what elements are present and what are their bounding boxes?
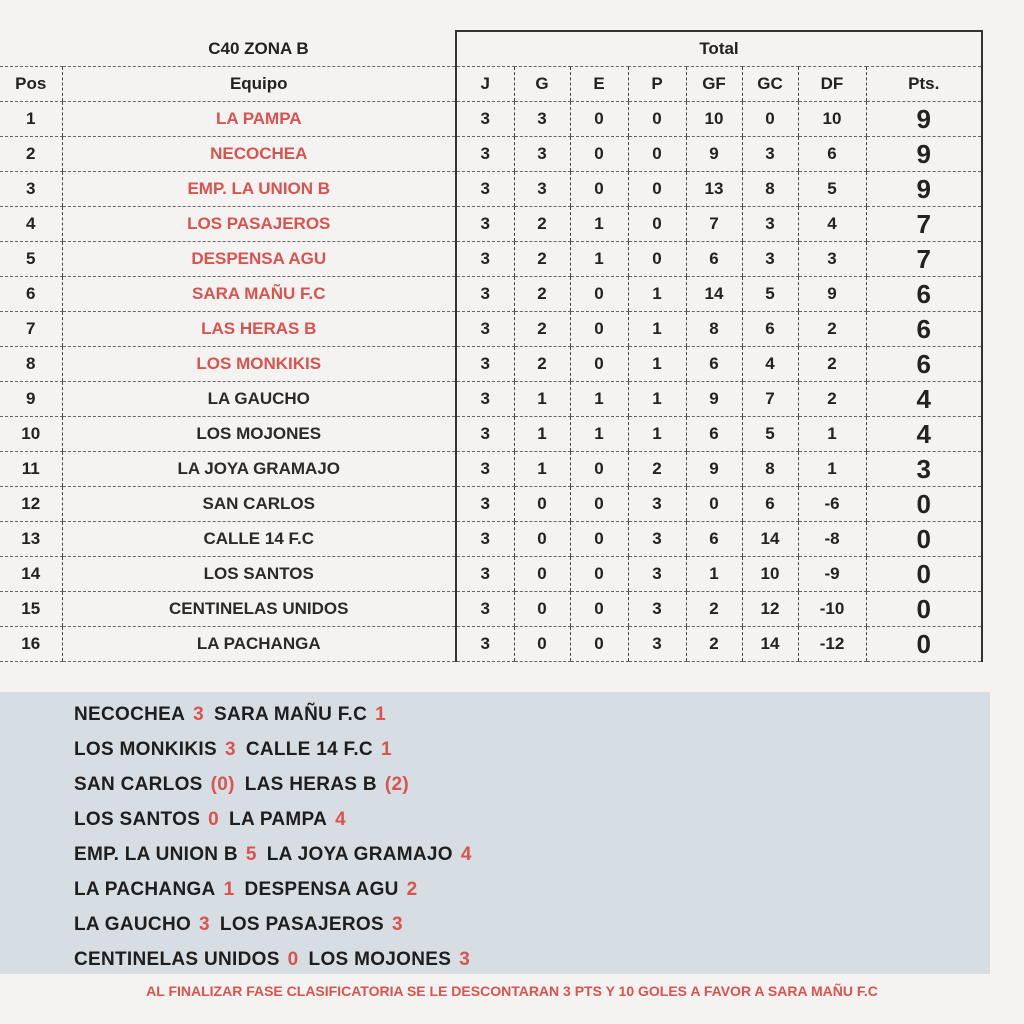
cell-e: 0 <box>570 347 628 382</box>
cell-team: LOS SANTOS <box>62 557 456 592</box>
cell-gf: 0 <box>686 487 742 522</box>
cell-df: 10 <box>798 102 866 137</box>
result-home-team: EMP. LA UNION B <box>74 844 238 865</box>
col-gf: GF <box>686 67 742 102</box>
cell-p: 0 <box>628 137 686 172</box>
cell-pts: 9 <box>866 172 982 207</box>
cell-gf: 9 <box>686 382 742 417</box>
cell-df: 9 <box>798 277 866 312</box>
result-line <box>74 914 413 936</box>
table-row <box>0 487 982 522</box>
result-home-team: LOS SANTOS <box>74 809 201 830</box>
cell-gf: 2 <box>686 592 742 627</box>
cell-df: 2 <box>798 382 866 417</box>
cell-pts: 4 <box>866 417 982 452</box>
result-line <box>74 809 356 831</box>
cell-g: 3 <box>514 172 570 207</box>
cell-gf: 6 <box>686 417 742 452</box>
table-row <box>0 452 982 487</box>
result-line <box>74 949 480 971</box>
result-home-score: (0) <box>210 774 235 795</box>
cell-pos: 10 <box>0 417 62 452</box>
cell-e: 1 <box>570 207 628 242</box>
cell-g: 2 <box>514 347 570 382</box>
cell-pos: 8 <box>0 347 62 382</box>
cell-e: 0 <box>570 557 628 592</box>
cell-pos: 16 <box>0 627 62 662</box>
col-team: Equipo <box>62 67 456 102</box>
cell-gf: 1 <box>686 557 742 592</box>
cell-df: 2 <box>798 347 866 382</box>
table-row <box>0 417 982 452</box>
result-away-score: 3 <box>391 914 403 935</box>
cell-df: 6 <box>798 137 866 172</box>
cell-e: 0 <box>570 592 628 627</box>
table-row <box>0 172 982 207</box>
cell-team: LA JOYA GRAMAJO <box>62 452 456 487</box>
result-home-score: 3 <box>224 739 236 760</box>
result-away-score: 3 <box>459 949 471 970</box>
cell-pos: 5 <box>0 242 62 277</box>
cell-j: 3 <box>456 172 514 207</box>
cell-gc: 14 <box>742 627 798 662</box>
cell-pos: 13 <box>0 522 62 557</box>
cell-gf: 10 <box>686 102 742 137</box>
cell-gc: 0 <box>742 102 798 137</box>
cell-gc: 3 <box>742 137 798 172</box>
cell-g: 0 <box>514 487 570 522</box>
cell-j: 3 <box>456 312 514 347</box>
cell-df: -8 <box>798 522 866 557</box>
result-line <box>74 704 396 726</box>
cell-pts: 9 <box>866 102 982 137</box>
cell-pos: 1 <box>0 102 62 137</box>
cell-j: 3 <box>456 242 514 277</box>
cell-e: 1 <box>570 417 628 452</box>
result-away-team: DESPENSA AGU <box>244 879 399 900</box>
table-row <box>0 557 982 592</box>
cell-team: DESPENSA AGU <box>62 242 456 277</box>
result-home-score: 0 <box>208 809 220 830</box>
cell-j: 3 <box>456 592 514 627</box>
cell-pts: 6 <box>866 277 982 312</box>
col-df: DF <box>798 67 866 102</box>
cell-gf: 14 <box>686 277 742 312</box>
col-gc: GC <box>742 67 798 102</box>
standings-table <box>0 30 983 662</box>
cell-j: 3 <box>456 417 514 452</box>
cell-gf: 13 <box>686 172 742 207</box>
result-home-score: 1 <box>223 879 235 900</box>
cell-e: 0 <box>570 102 628 137</box>
cell-j: 3 <box>456 277 514 312</box>
cell-pts: 0 <box>866 487 982 522</box>
cell-e: 0 <box>570 487 628 522</box>
cell-gf: 8 <box>686 312 742 347</box>
result-home-score: 3 <box>199 914 210 935</box>
cell-gf: 7 <box>686 207 742 242</box>
group-header-total: Total <box>456 31 982 67</box>
cell-pts: 3 <box>866 452 982 487</box>
cell-gc: 10 <box>742 557 798 592</box>
table-row <box>0 382 982 417</box>
result-away-team: LA PAMPA <box>229 809 328 830</box>
cell-gc: 3 <box>742 242 798 277</box>
result-away-team: LOS MOJONES <box>308 949 452 970</box>
result-away-score: 1 <box>375 704 386 725</box>
result-home-team: LA PACHANGA <box>74 879 216 900</box>
result-line <box>74 774 419 796</box>
cell-e: 0 <box>570 312 628 347</box>
cell-pts: 6 <box>866 312 982 347</box>
cell-df: 1 <box>798 417 866 452</box>
table-row <box>0 312 982 347</box>
cell-j: 3 <box>456 207 514 242</box>
cell-g: 0 <box>514 592 570 627</box>
result-line <box>74 739 402 761</box>
table-row <box>0 522 982 557</box>
col-e: E <box>570 67 628 102</box>
cell-j: 3 <box>456 522 514 557</box>
result-home-team: NECOCHEA <box>74 704 186 725</box>
cell-j: 3 <box>456 382 514 417</box>
result-away-score: 2 <box>406 879 418 900</box>
result-line <box>74 844 482 866</box>
cell-p: 2 <box>628 452 686 487</box>
cell-j: 3 <box>456 557 514 592</box>
cell-g: 2 <box>514 277 570 312</box>
cell-p: 3 <box>628 592 686 627</box>
cell-g: 2 <box>514 207 570 242</box>
cell-df: 4 <box>798 207 866 242</box>
result-away-score: 4 <box>460 844 472 865</box>
cell-df: -10 <box>798 592 866 627</box>
cell-df: -9 <box>798 557 866 592</box>
cell-p: 1 <box>628 312 686 347</box>
cell-g: 2 <box>514 242 570 277</box>
col-pts: Pts. <box>866 67 982 102</box>
cell-g: 0 <box>514 627 570 662</box>
cell-gc: 14 <box>742 522 798 557</box>
cell-j: 3 <box>456 487 514 522</box>
cell-p: 3 <box>628 487 686 522</box>
cell-df: -6 <box>798 487 866 522</box>
cell-team: SARA MAÑU F.C <box>62 277 456 312</box>
cell-g: 1 <box>514 452 570 487</box>
result-away-team: CALLE 14 F.C <box>245 739 373 760</box>
table-row <box>0 102 982 137</box>
cell-gc: 6 <box>742 487 798 522</box>
cell-e: 1 <box>570 242 628 277</box>
result-home-team: LA GAUCHO <box>74 914 192 935</box>
cell-p: 0 <box>628 102 686 137</box>
cell-j: 3 <box>456 102 514 137</box>
table-row <box>0 277 982 312</box>
cell-pts: 7 <box>866 242 982 277</box>
cell-p: 3 <box>628 627 686 662</box>
cell-pts: 0 <box>866 557 982 592</box>
cell-j: 3 <box>456 627 514 662</box>
result-away-score: 1 <box>380 739 392 760</box>
col-j: J <box>456 67 514 102</box>
result-away-team: LAS HERAS B <box>244 774 377 795</box>
cell-p: 1 <box>628 382 686 417</box>
cell-j: 3 <box>456 137 514 172</box>
cell-gc: 7 <box>742 382 798 417</box>
cell-p: 1 <box>628 277 686 312</box>
table-row <box>0 627 982 662</box>
col-p: P <box>628 67 686 102</box>
table-row <box>0 137 982 172</box>
table-row <box>0 347 982 382</box>
cell-pos: 7 <box>0 312 62 347</box>
footnote: AL FINALIZAR FASE CLASIFICATORIA SE LE DESCONTARAN 3 PTS Y 10 GOLES A FAVOR A SARA MAÑU F.C <box>146 983 878 999</box>
cell-p: 0 <box>628 242 686 277</box>
cell-g: 1 <box>514 417 570 452</box>
cell-team: SAN CARLOS <box>62 487 456 522</box>
result-home-score: 5 <box>245 844 257 865</box>
col-g: G <box>514 67 570 102</box>
col-pos: Pos <box>0 67 62 102</box>
cell-gf: 6 <box>686 522 742 557</box>
cell-j: 3 <box>456 452 514 487</box>
cell-pts: 0 <box>866 592 982 627</box>
cell-g: 0 <box>514 522 570 557</box>
cell-pos: 3 <box>0 172 62 207</box>
result-home-team: CENTINELAS UNIDOS <box>74 949 280 970</box>
cell-team: NECOCHEA <box>62 137 456 172</box>
cell-pts: 0 <box>866 627 982 662</box>
result-away-team: LA JOYA GRAMAJO <box>266 844 453 865</box>
cell-pts: 9 <box>866 137 982 172</box>
cell-gf: 9 <box>686 137 742 172</box>
table-row <box>0 592 982 627</box>
cell-df: 2 <box>798 312 866 347</box>
cell-pts: 6 <box>866 347 982 382</box>
cell-gf: 6 <box>686 242 742 277</box>
cell-pts: 4 <box>866 382 982 417</box>
cell-gf: 9 <box>686 452 742 487</box>
result-away-score: (2) <box>384 774 409 795</box>
cell-team: LA PACHANGA <box>62 627 456 662</box>
cell-team: LAS HERAS B <box>62 312 456 347</box>
cell-p: 0 <box>628 172 686 207</box>
cell-gc: 12 <box>742 592 798 627</box>
cell-g: 0 <box>514 557 570 592</box>
cell-team: CALLE 14 F.C <box>62 522 456 557</box>
match-results-panel <box>0 692 990 974</box>
cell-gc: 6 <box>742 312 798 347</box>
cell-gc: 8 <box>742 172 798 207</box>
cell-p: 1 <box>628 347 686 382</box>
cell-team: LOS MOJONES <box>62 417 456 452</box>
cell-e: 0 <box>570 137 628 172</box>
table-title: C40 ZONA B <box>208 38 309 58</box>
cell-g: 3 <box>514 137 570 172</box>
cell-e: 0 <box>570 522 628 557</box>
cell-p: 3 <box>628 522 686 557</box>
cell-pts: 0 <box>866 522 982 557</box>
cell-p: 3 <box>628 557 686 592</box>
result-away-score: 4 <box>335 809 347 830</box>
cell-p: 0 <box>628 207 686 242</box>
blank-cell <box>0 31 62 67</box>
cell-j: 3 <box>456 347 514 382</box>
cell-pos: 4 <box>0 207 62 242</box>
result-away-team: LOS PASAJEROS <box>219 914 384 935</box>
cell-g: 3 <box>514 102 570 137</box>
cell-g: 2 <box>514 312 570 347</box>
cell-gf: 2 <box>686 627 742 662</box>
cell-g: 1 <box>514 382 570 417</box>
cell-gc: 5 <box>742 417 798 452</box>
cell-e: 1 <box>570 382 628 417</box>
cell-df: -12 <box>798 627 866 662</box>
cell-pos: 14 <box>0 557 62 592</box>
cell-df: 5 <box>798 172 866 207</box>
cell-e: 0 <box>570 452 628 487</box>
cell-team: LA GAUCHO <box>62 382 456 417</box>
cell-team: LA PAMPA <box>62 102 456 137</box>
cell-gf: 6 <box>686 347 742 382</box>
cell-e: 0 <box>570 277 628 312</box>
cell-gc: 5 <box>742 277 798 312</box>
result-home-score: 0 <box>287 949 299 970</box>
cell-gc: 3 <box>742 207 798 242</box>
cell-team: EMP. LA UNION B <box>62 172 456 207</box>
cell-gc: 8 <box>742 452 798 487</box>
cell-pos: 12 <box>0 487 62 522</box>
cell-df: 3 <box>798 242 866 277</box>
cell-team: CENTINELAS UNIDOS <box>62 592 456 627</box>
cell-pos: 9 <box>0 382 62 417</box>
cell-team: LOS PASAJEROS <box>62 207 456 242</box>
cell-pos: 15 <box>0 592 62 627</box>
cell-e: 0 <box>570 627 628 662</box>
cell-pos: 2 <box>0 137 62 172</box>
cell-pos: 6 <box>0 277 62 312</box>
cell-e: 0 <box>570 172 628 207</box>
result-home-score: 3 <box>193 704 205 725</box>
result-away-team: SARA MAÑU F.C <box>214 704 368 725</box>
table-row <box>0 242 982 277</box>
result-home-team: SAN CARLOS <box>74 774 203 795</box>
table-row <box>0 207 982 242</box>
cell-df: 1 <box>798 452 866 487</box>
cell-pos: 11 <box>0 452 62 487</box>
cell-p: 1 <box>628 417 686 452</box>
cell-gc: 4 <box>742 347 798 382</box>
cell-pts: 7 <box>866 207 982 242</box>
result-home-team: LOS MONKIKIS <box>74 739 217 760</box>
result-line <box>74 879 428 901</box>
cell-team: LOS MONKIKIS <box>62 347 456 382</box>
